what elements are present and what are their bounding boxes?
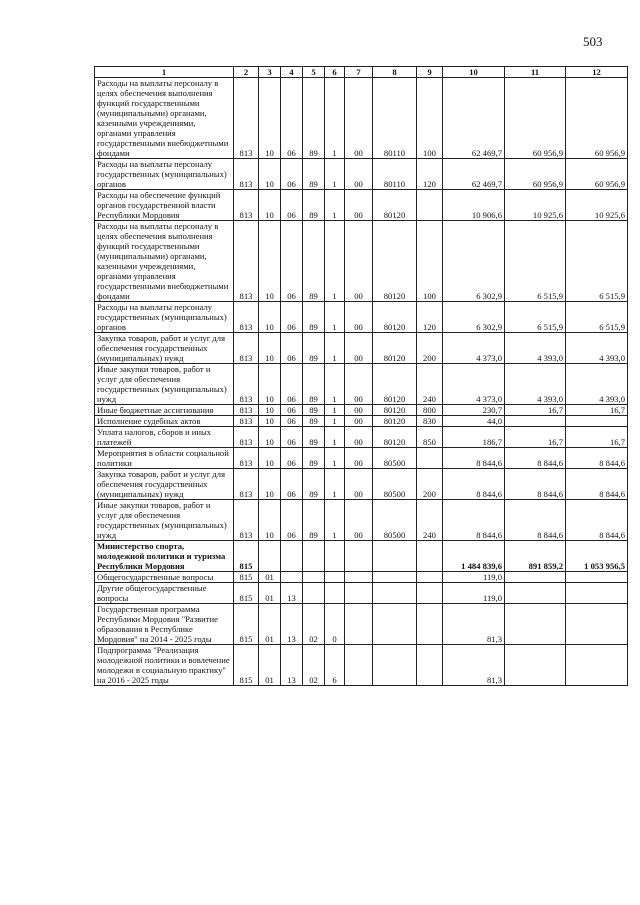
section-cell [259,541,281,572]
main-event-cell: 00 [345,333,373,364]
amount-year1-cell: 119,0 [443,583,505,604]
table-row [95,500,628,541]
ministry-code-cell: 813 [234,159,259,190]
subsection-cell: 06 [281,364,303,405]
row-name-cell: Министерство спорта, молодежной политики и туризма Республики Мордовия [95,541,234,572]
main-event-cell: 00 [345,448,373,469]
amount-year1-cell: 4 373,0 [443,364,505,405]
subsection-cell: 06 [281,416,303,427]
direction-cell: 80500 [373,448,417,469]
direction-cell: 80500 [373,500,417,541]
row-name-cell: Расходы на выплаты персоналу в целях обеспечения выполнения функций государственными (муниципальными) органами, казенными учреждениями, органами управления государственными внебюджетными фондами [95,221,234,302]
main-event-cell: 00 [345,500,373,541]
subprogram-cell: 1 [325,78,345,159]
main-event-cell: 00 [345,221,373,302]
program-cell [303,541,325,572]
amount-year3-cell: 60 956,9 [566,159,628,190]
subprogram-cell: 1 [325,500,345,541]
main-event-cell: 00 [345,190,373,221]
ministry-code-cell: 813 [234,448,259,469]
amount-year2-cell: 8 844,6 [505,448,566,469]
table-row [95,427,628,448]
program-cell: 02 [303,604,325,645]
row-name-cell: Закупка товаров, работ и услуг для обеспечения государственных (муниципальных) нужд [95,333,234,364]
amount-year3-cell: 16,7 [566,427,628,448]
section-cell: 10 [259,405,281,416]
ministry-code-cell: 813 [234,190,259,221]
ministry-code-cell: 813 [234,364,259,405]
program-cell: 89 [303,190,325,221]
amount-year3-cell [566,416,628,427]
subprogram-cell: 1 [325,469,345,500]
subprogram-cell: 1 [325,302,345,333]
direction-cell: 80120 [373,364,417,405]
amount-year1-cell: 119,0 [443,572,505,583]
expense-type-cell: 240 [417,500,443,541]
section-cell: 10 [259,416,281,427]
amount-year1-cell: 10 906,6 [443,190,505,221]
amount-year1-cell: 44,0 [443,416,505,427]
subsection-cell: 13 [281,583,303,604]
expense-type-cell [417,541,443,572]
program-cell: 89 [303,405,325,416]
column-header: 4 [281,67,303,78]
row-name-cell: Уплата налогов, сборов и иных платежей [95,427,234,448]
section-cell: 01 [259,645,281,686]
main-event-cell: 00 [345,78,373,159]
column-header: 11 [505,67,566,78]
direction-cell: 80110 [373,78,417,159]
amount-year1-cell: 4 373,0 [443,333,505,364]
subsection-cell: 06 [281,333,303,364]
direction-cell: 80120 [373,221,417,302]
row-name-cell: Государственная программа Республики Мордовия "Развитие образования в Республике Мордовия" на 2014 - 2025 годы [95,604,234,645]
subprogram-cell: 1 [325,364,345,405]
main-event-cell: 00 [345,427,373,448]
row-name-cell: Исполнение судебных актов [95,416,234,427]
subsection-cell: 06 [281,469,303,500]
amount-year2-cell: 10 925,6 [505,190,566,221]
main-event-cell: 00 [345,364,373,405]
program-cell: 89 [303,500,325,541]
ministry-code-cell: 815 [234,645,259,686]
budget-table [94,66,628,686]
amount-year3-cell: 4 393,0 [566,364,628,405]
ministry-code-cell: 813 [234,302,259,333]
subprogram-cell: 1 [325,333,345,364]
table-row [95,221,628,302]
direction-cell [373,645,417,686]
amount-year1-cell: 1 484 839,6 [443,541,505,572]
section-cell: 10 [259,78,281,159]
ministry-code-cell: 813 [234,427,259,448]
subprogram-cell: 1 [325,416,345,427]
program-cell [303,583,325,604]
program-cell: 89 [303,159,325,190]
row-name-cell: Расходы на обеспечение функций органов государственной власти Республики Мордовия [95,190,234,221]
expense-type-cell: 240 [417,364,443,405]
table-row [95,333,628,364]
amount-year3-cell: 8 844,6 [566,500,628,541]
main-event-cell [345,604,373,645]
table-row [95,645,628,686]
amount-year3-cell: 8 844,6 [566,448,628,469]
subprogram-cell [325,583,345,604]
amount-year2-cell: 60 956,9 [505,78,566,159]
column-header: 8 [373,67,417,78]
main-event-cell: 00 [345,159,373,190]
program-cell: 89 [303,364,325,405]
amount-year3-cell: 1 053 956,5 [566,541,628,572]
amount-year3-cell [566,645,628,686]
main-event-cell [345,583,373,604]
program-cell: 89 [303,469,325,500]
amount-year1-cell: 8 844,6 [443,500,505,541]
subprogram-cell [325,541,345,572]
subprogram-cell: 1 [325,159,345,190]
amount-year2-cell: 6 515,9 [505,302,566,333]
row-name-cell: Иные бюджетные ассигнования [95,405,234,416]
expense-type-cell: 100 [417,221,443,302]
subprogram-cell: 6 [325,645,345,686]
subsection-cell [281,541,303,572]
subsection-cell: 06 [281,427,303,448]
row-name-cell: Иные закупки товаров, работ и услуг для обеспечения государственных (муниципальных) нужд [95,500,234,541]
amount-year3-cell: 4 393,0 [566,333,628,364]
direction-cell: 80120 [373,333,417,364]
row-name-cell: Общегосударственные вопросы [95,572,234,583]
subsection-cell: 06 [281,405,303,416]
expense-type-cell [417,572,443,583]
section-cell: 10 [259,448,281,469]
row-name-cell: Расходы на выплаты персоналу государственных (муниципальных) органов [95,302,234,333]
ministry-code-cell: 815 [234,583,259,604]
section-cell: 10 [259,221,281,302]
subsection-cell: 06 [281,159,303,190]
table-row [95,572,628,583]
row-name-cell: Иные закупки товаров, работ и услуг для обеспечения государственных (муниципальных) нужд [95,364,234,405]
subsection-cell: 13 [281,604,303,645]
ministry-code-cell: 813 [234,221,259,302]
subprogram-cell: 1 [325,448,345,469]
amount-year2-cell: 4 393,0 [505,364,566,405]
expense-type-cell [417,583,443,604]
amount-year3-cell: 16,7 [566,405,628,416]
subprogram-cell: 0 [325,604,345,645]
ministry-code-cell: 813 [234,500,259,541]
section-cell: 10 [259,190,281,221]
section-cell: 10 [259,427,281,448]
table-row [95,405,628,416]
main-event-cell [345,541,373,572]
ministry-code-cell: 813 [234,405,259,416]
expense-type-cell: 830 [417,416,443,427]
main-event-cell: 00 [345,416,373,427]
direction-cell: 80110 [373,159,417,190]
main-event-cell: 00 [345,405,373,416]
program-cell: 89 [303,448,325,469]
amount-year1-cell: 62 469,7 [443,159,505,190]
program-cell: 89 [303,333,325,364]
expense-type-cell: 200 [417,469,443,500]
main-event-cell [345,645,373,686]
direction-cell: 80120 [373,405,417,416]
subprogram-cell: 1 [325,427,345,448]
ministry-code-cell: 813 [234,469,259,500]
section-cell: 01 [259,583,281,604]
main-event-cell: 00 [345,469,373,500]
row-name-cell: Другие общегосударственные вопросы [95,583,234,604]
subprogram-cell [325,572,345,583]
expense-type-cell [417,448,443,469]
subsection-cell: 06 [281,221,303,302]
row-name-cell: Расходы на выплаты персоналу в целях обеспечения выполнения функций государственными (муниципальными) органами, казенными учреждениями, органами управления государственными внебюджетными фондами [95,78,234,159]
column-header: 12 [566,67,628,78]
table-row [95,302,628,333]
section-cell: 01 [259,604,281,645]
section-cell: 10 [259,364,281,405]
program-cell: 02 [303,645,325,686]
section-cell: 01 [259,572,281,583]
subprogram-cell: 1 [325,190,345,221]
amount-year1-cell: 8 844,6 [443,469,505,500]
amount-year1-cell: 186,7 [443,427,505,448]
column-header: 7 [345,67,373,78]
expense-type-cell [417,645,443,686]
subsection-cell [281,572,303,583]
direction-cell: 80120 [373,427,417,448]
amount-year1-cell: 62 469,7 [443,78,505,159]
column-header: 10 [443,67,505,78]
ministry-code-cell: 813 [234,333,259,364]
table-row [95,416,628,427]
subsection-cell: 06 [281,302,303,333]
program-cell: 89 [303,221,325,302]
column-header: 2 [234,67,259,78]
expense-type-cell: 100 [417,78,443,159]
table-row [95,583,628,604]
table-row [95,190,628,221]
amount-year2-cell: 60 956,9 [505,159,566,190]
amount-year1-cell: 6 302,9 [443,221,505,302]
main-event-cell [345,572,373,583]
expense-type-cell: 850 [417,427,443,448]
amount-year1-cell: 81,3 [443,604,505,645]
table-row [95,78,628,159]
subsection-cell: 06 [281,78,303,159]
main-event-cell: 00 [345,302,373,333]
amount-year2-cell [505,645,566,686]
amount-year3-cell: 6 515,9 [566,221,628,302]
ministry-code-cell: 813 [234,78,259,159]
subsection-cell: 13 [281,645,303,686]
amount-year2-cell [505,583,566,604]
section-cell: 10 [259,500,281,541]
table-header-row [95,67,628,78]
direction-cell [373,572,417,583]
subprogram-cell: 1 [325,405,345,416]
subprogram-cell: 1 [325,221,345,302]
amount-year3-cell [566,583,628,604]
amount-year2-cell: 16,7 [505,427,566,448]
row-name-cell: Расходы на выплаты персоналу государственных (муниципальных) органов [95,159,234,190]
amount-year1-cell: 81,3 [443,645,505,686]
amount-year2-cell: 6 515,9 [505,221,566,302]
row-name-cell: Закупка товаров, работ и услуг для обеспечения государственных (муниципальных) нужд [95,469,234,500]
ministry-code-cell: 815 [234,604,259,645]
direction-cell: 80120 [373,190,417,221]
column-header: 3 [259,67,281,78]
section-cell: 10 [259,333,281,364]
amount-year2-cell: 8 844,6 [505,469,566,500]
direction-cell: 80500 [373,469,417,500]
expense-type-cell: 800 [417,405,443,416]
section-cell: 10 [259,469,281,500]
direction-cell [373,604,417,645]
direction-cell [373,583,417,604]
subsection-cell: 06 [281,190,303,221]
table-row [95,448,628,469]
row-name-cell: Подпрограмма "Реализация молодежной политики и вовлечение молодежи в социальную практику" на 2016 - 2025 годы [95,645,234,686]
subsection-cell: 06 [281,500,303,541]
expense-type-cell: 120 [417,302,443,333]
expense-type-cell [417,190,443,221]
amount-year2-cell: 16,7 [505,405,566,416]
amount-year2-cell: 891 859,2 [505,541,566,572]
amount-year2-cell [505,416,566,427]
column-header: 9 [417,67,443,78]
direction-cell: 80120 [373,416,417,427]
amount-year3-cell [566,572,628,583]
page-number: 503 [583,34,603,49]
table-row [95,604,628,645]
program-cell [303,572,325,583]
column-header: 1 [95,67,234,78]
expense-type-cell: 200 [417,333,443,364]
amount-year2-cell [505,572,566,583]
table-row [95,159,628,190]
direction-cell: 80120 [373,302,417,333]
amount-year3-cell: 60 956,9 [566,78,628,159]
amount-year2-cell [505,604,566,645]
expense-type-cell: 120 [417,159,443,190]
section-cell: 10 [259,302,281,333]
expense-type-cell [417,604,443,645]
amount-year1-cell: 6 302,9 [443,302,505,333]
column-header: 6 [325,67,345,78]
direction-cell [373,541,417,572]
amount-year3-cell: 10 925,6 [566,190,628,221]
amount-year3-cell: 8 844,6 [566,469,628,500]
row-name-cell: Мероприятия в области социальной политики [95,448,234,469]
ministry-code-cell: 813 [234,416,259,427]
table-row [95,541,628,572]
amount-year3-cell [566,604,628,645]
table-row [95,469,628,500]
program-cell: 89 [303,78,325,159]
ministry-code-cell: 815 [234,541,259,572]
amount-year2-cell: 8 844,6 [505,500,566,541]
program-cell: 89 [303,302,325,333]
column-header: 5 [303,67,325,78]
subsection-cell: 06 [281,448,303,469]
amount-year2-cell: 4 393,0 [505,333,566,364]
ministry-code-cell: 815 [234,572,259,583]
amount-year3-cell: 6 515,9 [566,302,628,333]
amount-year1-cell: 8 844,6 [443,448,505,469]
table-row [95,364,628,405]
amount-year1-cell: 230,7 [443,405,505,416]
section-cell: 10 [259,159,281,190]
program-cell: 89 [303,427,325,448]
program-cell: 89 [303,416,325,427]
